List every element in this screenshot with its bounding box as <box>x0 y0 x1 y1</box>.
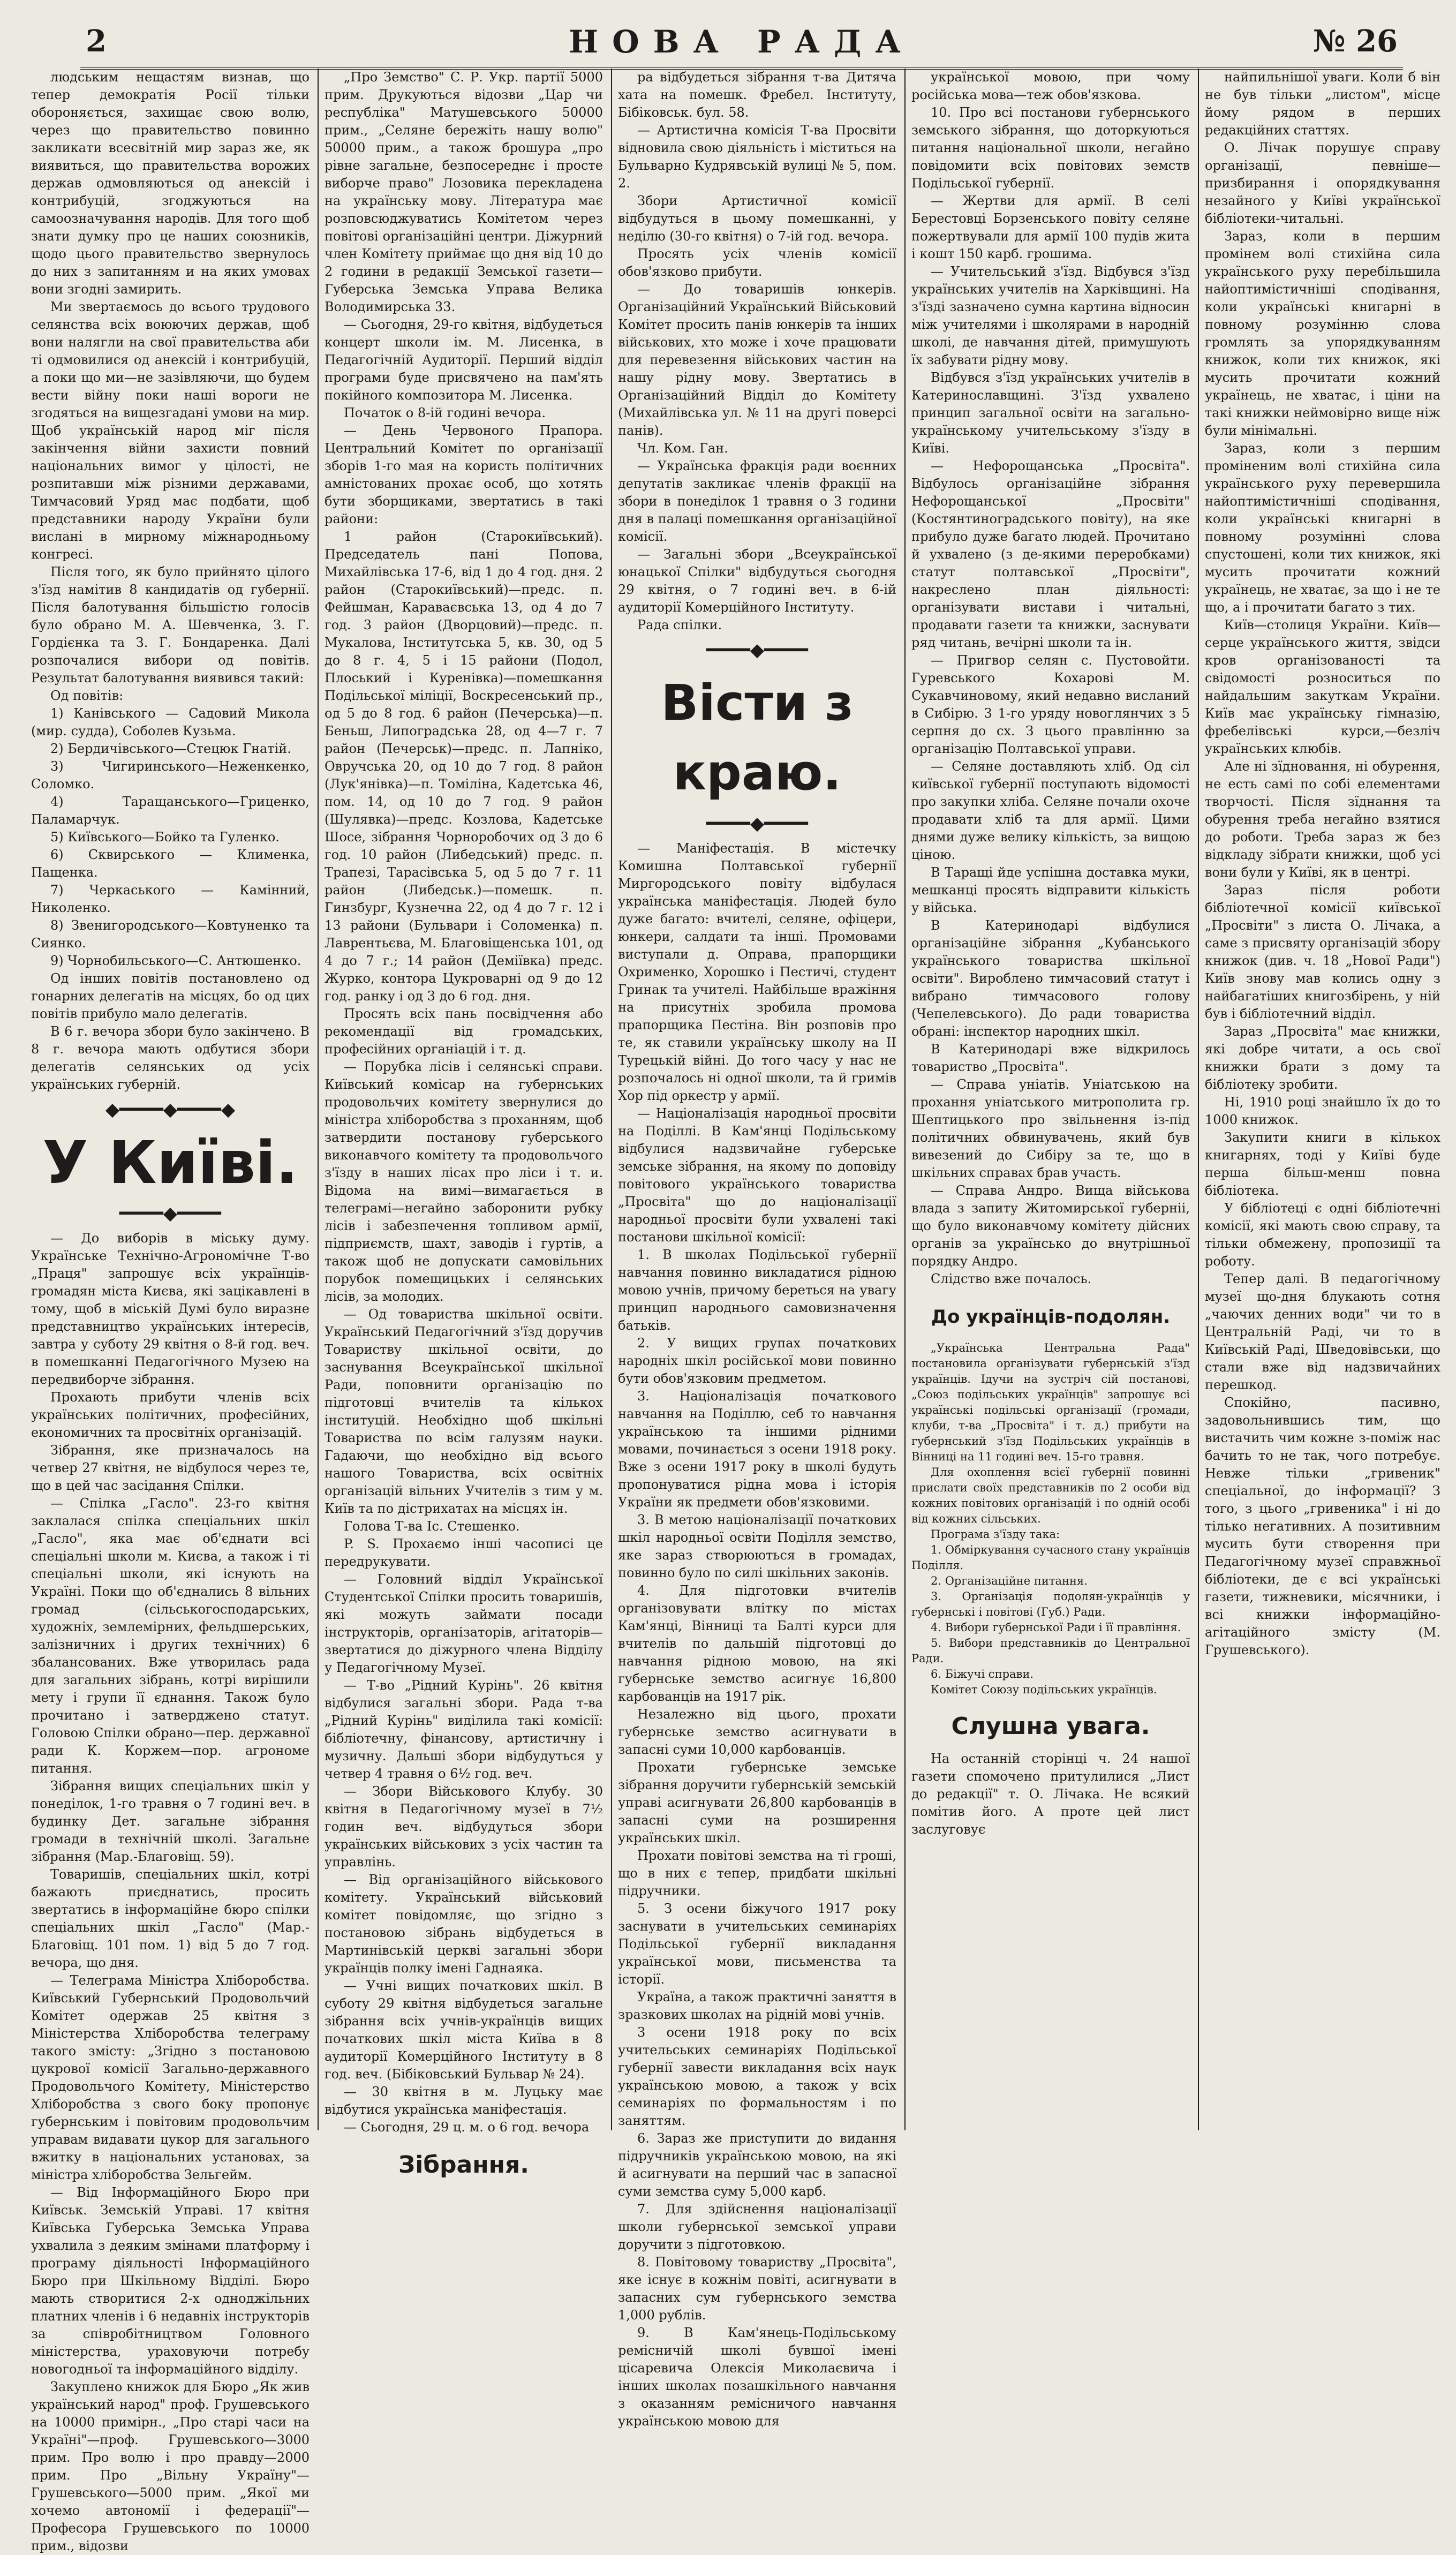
paragraph: — Від Інформаційного Бюро при Київськ. Земській Управі. 17 квітня Київська Губерська Земська Управа ухвалила з деяким змінами платформу і програму діяльності Інформаційного Бюро при Шкільному Відділі. Бюро мають створитися 2-х одноджільних платних членів і 6 недавніх інструкторів за співробітництвом Головного міністерства, ураховуючи потребу новогодньої та інформаційного відділу. <box>31 2185 310 2377</box>
paragraph: В Катеринодарі відбулися організаційне зібрання „Кубанського українського товариства шкільної освіти". Вироблено тимчасовий статут і вибрано тимчасового голову (Чепелевського). До ради товариства обрані: інспектор народних шкіл. <box>911 918 1190 1039</box>
paragraph: — Порубка лісів і селянські справи. Київський комісар на губернських продовольчих комітету звернулися до міністра хліборобства з проханням, щоб затвердити постанову губерського виконавчого комітету та продовольчого з'їзду в наших лісах про ліси і т. и. Відома на вимі—вимагається в телеграмі—негайно заборонити рубку лісів і забезпечення топливом армії, підприємств, шахт, заводів і гуртів, а також щоб не допускати самовільних порубок помещицьких і селянських лісів, за молодих. <box>325 1059 603 1304</box>
column-rule <box>904 69 906 2130</box>
ornament-divider: ━━━━◆━━━━ <box>119 1203 221 1224</box>
paragraph: Зараз після роботи бібліотечної комісії київської „Просвіти" з листа О. Лічака, а саме з присвяту організацій збору книжок (див. ч. 18 „Нової Ради") Київ знову мав колись одну з найбагатіших книгозбірень, у ній був і бібліотечний відділ. <box>1205 883 1440 1021</box>
paragraph: — Націоналізація народньої просвіти на Поділлі. В Кам'янці Подільському відбулися надзвичайне губерське земське зібрання, на якому по доповіду повітового українського товариства „Просвіта" що до націоналізації народньої просвіти були ухвалені такі постанови шкільної комісії: <box>618 1106 896 1245</box>
column-1-text-bottom <box>31 1230 310 2555</box>
paragraph: О. Лічак порушує справу організації, певніше—призбирання і опорядкування незайного у Київі української бібліотеки-читальні. <box>1205 140 1440 226</box>
column-5 <box>1205 69 1440 2130</box>
paragraph: Незалежно від цього, прохати губернське земство асигнувати в запасні суми 10,000 карбованців. <box>618 1707 896 1757</box>
paragraph: Зараз „Просвіта" має книжки, які добре читати, а ось свої книжки брати з дому та бібліотеку зробити. <box>1205 1024 1440 1092</box>
column-rule <box>318 69 319 2130</box>
paragraph: Од інших повітів постановлено од гонарних делегатів на місцях, бо од цих повітів прибуло мало делегатів. <box>31 971 310 1021</box>
paragraph: „Українська Центральна Рада" постановила організувати губернській з'їзд українців. Ідучи на зустріч сій постанові, „Союз подільських українців" запрошує всі українські подільські організації (громади, клуби, т-ва „Просвіта" і т. д.) прибути на губернський з'їзд Подільських українців в Вінниці на 11 годині веч. 15-го травня. <box>911 1341 1190 1463</box>
paragraph: 5. З осени біжучого 1917 року заснувати в учительських семинаріях Подільської губернії викладання української мови, письменства та історії. <box>618 1901 896 1987</box>
paragraph: Слідство вже почалось. <box>931 1271 1092 1286</box>
page-number: 2 <box>86 24 107 59</box>
paragraph: — Т-во „Рідний Курінь". 26 квітня відбулися загальні збори. Рада т-ва „Рідний Курінь" виділила такі комісії: бібліотечну, фінансову, артистичну і музичну. Дальші збори відбудуться у четвер 4 травня о 6½ год. веч. <box>325 1678 603 1781</box>
paragraph: 2. У вищих групах початкових народніх шкіл російської мови повинно бути обов'язковим предметом. <box>618 1336 896 1386</box>
paragraph: Але ні зїдновання, ні обурення, не есть самі по собі елементами творчості. Після зїднання та обурення треба негайно взятися до роботи. Треба зараз ж без відкладу зібрати книжки, щоб усі вони були у Київі, як в центрі. <box>1205 759 1440 880</box>
paragraph: — Сьогодня, 29-го квітня, відбудеться концерт школи ім. М. Лисенка, в Педагогічній Аудиторії. Перший відділ програми буде присвячено на пам'ять покійного композитора М. Лисенка. <box>325 317 603 403</box>
paragraph: Закуплено книжок для Бюро „Як жив український народ" проф. Грушевського на 10000 примірн., „Про старі часи на Україні"—проф. Грушевського—3000 прим. Про волю і про правду—2000 прим. Про „Вільну Україну"—Грушевського—5000 прим. „Якої ми хочемо автономії і федерації"—Професора Грушевського по 10000 прим., відозви <box>31 2379 310 2553</box>
paragraph: 1) Канівського — Садовий Микола (мир. судда), Соболев Кузьма. <box>31 706 310 738</box>
paragraph: Закупити книги в кількох книгарнях, тоді у Київі буде перша більш-менш повна бібліотека. <box>1205 1130 1440 1198</box>
paragraph: Початок о 8-ій годині вечора. <box>344 405 546 420</box>
column-4-text-top <box>911 69 1190 1288</box>
paragraph: Рада спілки. <box>637 617 722 632</box>
paragraph: Голова Т-ва Іс. Стешенко. <box>344 1519 520 1534</box>
paragraph: Тепер далі. В педагогічному музеї що-дня блукають сотня „чаючих денних води" чи то в Центральній Раді, чи то в Київській Раді, Шведовівськи, що стали вже від надзвичайних перешкод. <box>1205 1271 1440 1392</box>
paragraph: 3. Організація подолян-українців у губернські і повітові (Губ.) Ради. <box>911 1590 1190 1618</box>
paragraph: 1. В школах Подільської губернії навчання повинно викладатися рідною мовою учнів, причому береться на увагу принцип народнього самовизначення батьків. <box>618 1247 896 1333</box>
column-5-text <box>1205 69 1440 1659</box>
paragraph: — Загальні збори „Всеукраїнської юнацької Спілки" відбудуться сьогодня 29 квітня, о 7 годині веч. в 6-ій аудиторії Комерційного Інституту. <box>618 547 896 615</box>
paragraph: Спокійно, пасивно, задовольнившись тим, що вистачить чим кожне з-поміж нас бачить то не так, чого потребує. Невже тільки „гривеник" спеціальної, до інформації? З того, з цього „гривеника" і ні до тілько негативних. А позитивним мусить бути створення при Педагогічному музеї справжньої бібліотеки, де є всі українські газети, тижневики, місячники, і всі книжки інформаційно-агітаційного змісту (М. Грушевського). <box>1205 1395 1440 1657</box>
paragraph: Ми звертаємось до всього трудового селянства всіх воюючих держав, щоб вони налягли на свої правительства аби ті одмовилися од анексій і контрибуцій, а поки що ми—не зазівляючи, що будем вести війну поки наші вороги не згодяться на вищезгадані умови на мир. Щоб українській народ міг після закінчення війни захисти повний національних вимог у цілості, не розпитавши між різними державами, Тимчасовий Уряд має подбати, щоб представники народу України були вислані в мирному міжнародньому конгресі. <box>31 299 310 562</box>
paragraph: „Про Земство" С. Р. Укр. партії 5000 прим. Друкуються відозви „Цар чи республіка" Матушевського 50000 прим., „Селяне бережіть нашу волю" 50000 прим., а також брошура „про рівне загальне, безпосереднє і просте виборче право" Лозовика перекладена на українську мову. Література має розповсюджуватись Комітетом через повітові організаційні центри. Діжурний член Комітету приймає що дня від 10 до 2 години в редакції Земської газети—Губерська Земська Управа Велика Володимирська 33. <box>325 70 603 314</box>
paragraph: 3 осени 1918 року по всіх учительських семинаріях Подільської губернії завести викладання всіх наук українською мовою, а також у всіх семинаріях по формальностям і по заняттям. <box>618 2025 896 2128</box>
paragraph: найпильнішої уваги. Коли б він не був тільки „листом", місце йому рядом в перших редакційних статтях. <box>1205 70 1440 138</box>
paragraph: Київ—столиця України. Київ—серце українського життя, звідси кров організованості та свідомості розноситься по найдальшим закуткам України. Київ має українську гімназію, фребелівські курси,—безліч українських клюбів. <box>1205 617 1440 756</box>
paragraph: української мовою, при чому російська мова—теж обов'язкова. <box>911 70 1190 102</box>
column-2 <box>325 69 603 2179</box>
paragraph: 1. Обміркування сучасного стану українців Поділля. <box>911 1543 1190 1572</box>
paragraph: — Сьогодня, 29 ц. м. о 6 год. вечора <box>344 2120 590 2135</box>
paragraph: Прохати повітові земства на ті гроші, що в них є тепер, придбати шкільні підручники. <box>618 1848 896 1898</box>
paragraph: — До товаришів юнкерів. Організаційний Український Військовий Комітет просить панів юнкерів та інших військових, хто може і хоче працювати для перевезення військових частин на нашу рідну мову. Звертатись в Організаційний Відділ до Комітету (Михайлівська ул. № 11 на другі поверсі панів). <box>618 282 896 438</box>
paragraph: 6. Біжучі справи. <box>931 1668 1034 1680</box>
paragraph: Ні, 1910 році знайшло їх до то 1000 книжок. <box>1205 1095 1440 1127</box>
paragraph: Товаришів, спеціальних шкіл, котрі бажають приєднатись, просить звертатись в інформаційне бюро спілки спеціальних шкіл „Гасло" (Мар.-Благовіщ. 101 пом. 1) від 5 до 7 год. вечора, що дня. <box>31 1867 310 1970</box>
column-4 <box>911 69 1190 2130</box>
paragraph: людським нещастям визнав, що тепер демократія Росії тільки обороняється, захищає свою волю, через що правительство повинно закликати всесвітній мир зараз же, як виявиться, що правительства ворожих держав одмовляються од анексій і контрибуцій, згоджуються на самоозначування народів. Для того щоб знати думку про це наших союзників, щодо цього правительство звернулось до них з запитанням и на яких умовах вони згодні замирить. <box>31 70 310 297</box>
paragraph: P. S. Прохаємо інші часописі це передрукувати. <box>325 1536 603 1569</box>
paragraph: 4) Таращанського—Гриценко, Паламарчук. <box>31 794 310 827</box>
paragraph: Зараз, коли в першим промінем волі стихійна сила українського руху перебільшила найоптимістичніші сподівання, коли українські книгарні в повному розумінню слова громлять за упорядкуванням книжок, коли тих книжок, які мусить прочитати кожний українець, не хватає, і ціни на такі книжки неймовірно вище ніж були мінімальні. <box>1205 229 1440 438</box>
paragraph: Прохати губернське земське зібрання доручити губернській земській управі асигнувати 26,800 карбованців в запасні суми на розширення українських шкіл. <box>618 1760 896 1845</box>
paragraph: Зібрання вищих спеціальних шкіл у понеділок, 1-го травня о 7 годині веч. в будинку Дет. загальне зібрання громади в технічній школі. Загальне зібрання (Мар.-Благовіщ. 59). <box>31 1778 310 1864</box>
paragraph: Просять всіх пань посвідчення або рекомендації від громадських, професійних органіацій і т. д. <box>325 1006 603 1057</box>
column-rule <box>1198 69 1199 2130</box>
column-1 <box>31 69 310 2553</box>
ornament-divider: ◆━━━━◆━━━━◆ <box>105 1099 236 1120</box>
paragraph: 8. Повітовому товариству „Просвіта", яке існує в кожнім повіті, асигнувати в запасних сум губернського земства 1,000 рублів. <box>618 2255 896 2323</box>
paragraph: Прохають прибути членів всіх українських політичних, професійних, економичних та просвітніх організацій. <box>31 1390 310 1440</box>
paragraph: Зібрання, яке призначалось на четвер 27 квітня, не відбулося через те, що в цей час засідання Спілки. <box>31 1443 310 1493</box>
paragraph: 5) Київського—Бойко та Гуленко. <box>50 830 280 845</box>
paragraph: — День Червоного Прапора. Центральний Комітет по організації зборів 1-го мая на користь політичних амністованих прохає особ, що хотять бути зборщиками, звертатись в такі райони: <box>325 423 603 526</box>
section-heading-visty-z-krayu: Вісти з краю. <box>661 674 854 801</box>
paragraph: — До виборів в міську думу. Українське Технічно-Агрономічне Т-во „Праця" запрошує всіх українців-громадян міста Києва, які зацікавлені в тому, щоб в міській Думі було виразне представництво українських інтересів, завтра у суботу 29 квітня о 8-й год. веч. в помешканні Педагогічного Музею на передвиборче зібрання. <box>31 1231 310 1387</box>
paragraph: 5. Вибори представників до Центральної Ради. <box>911 1637 1190 1665</box>
paragraph: — Учні вищих початкових шкіл. В суботу 29 квітня відбудеться загальне зібрання всіх учнів-українців вищих початкових шкіл міста Київа в 8 аудиторії Комерційного Інституту в 8 год. веч. (Бібіковський Бульвар № 24). <box>325 1978 603 2082</box>
paragraph: 9) Чорнобильського—С. Антюшенко. <box>50 953 301 968</box>
column-3 <box>618 69 896 2429</box>
paragraph: 3. Націоналізація початкового навчання на Поділлю, себ то навчання українською та іншими рідними мовами, починається з осени 1918 року. Вже з осени 1917 року в школі будуть пропонуватися рідна мова і історія України як предмети обов'язковими. <box>618 1389 896 1510</box>
paragraph: — Збори Військового Клубу. 30 квітня в Педагогічному музеї в 7½ годин веч. відбудуться збори українських військових з усіх частин та управлінь. <box>325 1784 603 1870</box>
paragraph: У бібліотеці є одні бібліотечні комісії, які мають свою справу, та тільки обмежену, пропозиції та роботу. <box>1205 1201 1440 1269</box>
paragraph: Після того, як було прийнято цілого з'їзд намітив 8 кандидатів од губернії. Після балотування більшістю голосів було обрано М. А. Шевченка, З. Г. Гордієнка та З. Г. Бондаренка. Далі розпочалися вибори од повітів. Результат балотування виявився такий: <box>31 564 310 685</box>
paragraph: — Учительський з'їзд. Відбувся з'їзд українських учителів на Харківщині. На з'їзді зазначено сумна картина відносин між учителями і школярами в народній школі, де навчання дітей, примушують їх забувати рідну мову. <box>911 264 1190 367</box>
paragraph: Відбувся з'їзд українських учителів в Катеринославщині. З'їзд ухвалено принцип загальної освіти на загально-українському учительському з'їзду в Київі. <box>911 370 1190 456</box>
issue-number: № 26 <box>1312 24 1398 59</box>
paragraph: 4. Вибори губернської Ради і її правління. <box>931 1621 1181 1634</box>
paragraph: — Маніфестація. В містечку Комишна Полтавської губернії Миргородського повіту відбулася українська маніфестація. Людей було дуже багато: вчителі, селяне, офіцери, юнкери, салдати та інші. Промовами виступали д. Оправа, прапорщики Охрименко, Хорошко і Пестичі, студент Гринак та учителі. Найбільше вражіння на присутніх зробила промова прапорщика Пестіна. Він розповів про те, як ставили українську школу на ІІ Турецькій війні. До того часу у нас не розпочалось ні одної школи, та й гримів Хор під оркестр у армії. <box>618 841 896 1103</box>
newspaper-title: НОВА РАДА <box>569 24 915 60</box>
column-3-text-bottom <box>618 840 896 2430</box>
paragraph: — Справа уніатів. Уніатською на прохання уніатського митрополита гр. Шептицького про звільнення із-під політичних обвинувачень, який був вивезений до Сибіру за те, що в шкільних справах брав участь. <box>911 1077 1190 1180</box>
section-heading-zibrannia: Зібрання. <box>398 2151 530 2179</box>
column-3-text-top <box>618 69 896 634</box>
paragraph: Од повітів: <box>50 688 124 703</box>
paragraph: — Від організаційного військового комітету. Український військовий комітет повідомляє, що згідно з постановою зібрань відбудеться в Мартинівській церкві загальні збори українців полку імені Гаднаяка. <box>325 1872 603 1976</box>
paragraph: — Головний відділ Української Студентської Спілки просить товаришів, які можуть займати посади інструкторів, організаторів, агітаторів—звертатися до діжурного члена Відділу у Педагогічному Музеї. <box>325 1572 603 1675</box>
paragraph: — Артистична комісія Т-ва Просвіти відновила свою діяльність і міститься на Бульварно Кудрявській вулиці № 5, пом. 2. <box>618 123 896 191</box>
ornament-divider: ━━━━◆━━━━ <box>706 639 808 661</box>
column-4-appeal <box>911 1340 1190 1698</box>
paragraph: В 6 г. вечора збори було закінчено. В 8 г. вечора мають одбутися збори делегатів селянських од усіх українських губерній. <box>31 1024 310 1092</box>
paragraph: 1 район (Старокиївський). Председатель пані Попова, Михайлівська 17-6, від 1 до 4 год. дня. 2 район (Старокиївський)—предс. п. Фейшман, Караваєвська 13, од 4 до 7 год. 3 район (Дворцовий)—предс. п. Мукалова, Інститутська 5, кв. 30, од 5 до 8 г. 4, 5 і 15 райони (Подол, Плоський і Куренівка)—помешкання Подільської міліції, Воскресенський пр., од 5 до 8 год. 6 район (Печерська)—п. Беньш, Липоградська 28, од 4—7 г. 7 район (Печерськ)—предс. п. Лапніко, Овручська 20, од 10 до 7 год. 8 район (Лук'янівка)—п. Томіліна, Кадетська 46, пом. 14, од 10 до 7 год. 9 район (Шулявка)—предс. Козлова, Кадетське Шосе, зібрання Чорноробочих од 3 до 6 год. 10 район (Либедський) предс. п. Трапезі, Тарасівська 5, од 5 до 7 г. 11 район (Либедськ.)—помешк. п. Гинзбург, Кузнечна 22, од 4 до 7 г. 12 і 13 райони (Бульвари і Соломенка) п. Лаврентьєва, М. Благовіщенська 101, од 4 до 7 г.; 14 район (Деміївка) предс. Журко, контора Цукроварні од 9 до 12 год. ранку і од 3 до 6 год. дня. <box>325 529 603 1004</box>
paragraph: 3. В метою націоналізації початкових шкіл народньої освіти Поділля земство, яке зараз створюються в громадах, повинно було по силі шкільних законів. <box>618 1512 896 1580</box>
section-heading-podolians: До українців-подолян. <box>931 1306 1171 1328</box>
paragraph: — Жертви для армії. В селі Берестовці Борзенського повіту селяне пожертвували для армії 100 пудів жита і кошт 150 карб. грошима. <box>911 193 1190 261</box>
column-4-text-bottom <box>911 1750 1190 1838</box>
paragraph: — Спілка „Гасло". 23-го квітня заклалася спілка спеціальних шкіл „Гасло", яка має об'єднати всі спеціальні школи м. Києва, а також і ті спеціальні школи, які існують на Україні. Поки що об'єднались 8 вільних громад (сільськогосподарських, художніх, землемірних, фельдшерських, залізничних і других технічних) 6 збалансованих. Вже утворилась рада для загальних зібрань, котрі вирішили мету і групи її єднання. Також було прочитано і затверджено статут. Головою Спілки обрано—пер. державної ради К. Коржем—пор. агрономе питання. <box>31 1496 310 1776</box>
paragraph: Програма з'їзду така: <box>931 1528 1060 1541</box>
paragraph: Українa, а також практичні заняття в зразкових школах на рідній мові учнів. <box>618 1989 896 2022</box>
section-heading-slushna-uvaha: Слушна увага. <box>951 1713 1150 1740</box>
paragraph: — Пригвор селян с. Пустовойти. Гуревського Кохарові М. Сукавчиновому, який недавно висланий в Сибірю. 3 1-го уряду новоглянчих з 5 серпня до сх. З цього правлінню за організацію Полтавської управи. <box>911 653 1190 756</box>
paragraph: Чл. Ком. Ган. <box>637 441 728 456</box>
paragraph: 8) Звенигородського—Ковтуненко та Сиянко. <box>31 918 310 951</box>
paragraph: 6) Сквирського — Клименка, Пащенка. <box>31 847 310 880</box>
paragraph: — Телеграма Міністра Хліборобства. Київський Губернський Продовольчий Комітет одержав 25 квітня з Міністерства Хліборобства телеграму такого змісту: „Згідно з постановою цукрової комісії Загально-державного Продовольчого Комітету, Міністерство Хліборобства з свого боку пропонує губернським і повітовим продовольчим управам видавати цукор для загального вжитку в національних установах, за міністра хліборобства Зельгейм. <box>31 1973 310 2182</box>
paragraph: На останній сторінці ч. 24 нашої газети спомочено притулилися „Лист до редакції" т. О. Лічака. Не всякий помітив його. А проте цей лист заслуговує <box>911 1751 1190 1837</box>
column-2-text <box>325 69 603 2136</box>
ornament-divider: ━━━━◆━━━━ <box>706 813 808 834</box>
section-heading-kyiv: У Київі. <box>42 1128 298 1197</box>
paragraph: Для охоплення всієї губернії повинні прислати своїх представників по 2 особи від кожних повітових організацій і по одній особі від кожних сільських. <box>911 1466 1190 1525</box>
column-rule <box>611 69 612 2130</box>
paragraph: Просять усіх членів комісії обов'язково прибути. <box>618 246 896 279</box>
masthead <box>80 16 1403 64</box>
paragraph: 7. Для здійснення націоналізації школи губернської земської управи доручити з підготовкою. <box>618 2202 896 2252</box>
paragraph: — Справа Андро. Вища військова влада з запиту Житомирської губерніі, що було виконавчому комітету дійсних органів за українсько до внутрішньої порядку Андро. <box>911 1183 1190 1269</box>
paragraph: ра відбудеться зібрання т-ва Дитяча хата на помешк. Фребел. Інституту, Бібіковськ. бул. 58. <box>618 70 896 120</box>
paragraph: — Селяне доставляють хліб. Од сіл київської губернії поступають відомості про закупки хліба. Селяне почали охоче продавати хліб та для армії. Цими днями дуже велику кількість, за вищою ціною. <box>911 759 1190 862</box>
column-1-text-top <box>31 69 310 1094</box>
paragraph: 10. Про всі постанови губернського земського зібрання, що доторкуються питання національної школи, негайно повідомити всіх повітових земств Подільської губернії. <box>911 105 1190 191</box>
paragraph: — 30 квітня в м. Луцьку має відбутися українська маніфестація. <box>325 2084 603 2117</box>
paragraph: — Українська фракція ради воєнних депутатів закликає членів фракції на збори в понеділок 1 травня о 3 години дня в палаці помешкання організаційної комісії. <box>618 458 896 544</box>
paragraph: Зараз, коли з першим проміненим волі стихійна сила українського руху перевершила найоптимістичніші сподівання, коли українські книгарні в повному розумінні слова спустошені, коли тих книжок, які мусить прочитати кожний українець, не хватає, за що і не те що, а і прочитати багато з тих. <box>1205 441 1440 615</box>
paragraph: В Таращі йде успішна доставка муки, мешканці просять відправити кількість у війська. <box>911 865 1190 915</box>
paragraph: Комітет Союзу подільських українців. <box>931 1683 1157 1696</box>
paragraph: 6. Зараз же приступити до видання підручників українською мовою, на які й асигнувати на перший час в запасної суми земства суму 5,000 карб. <box>618 2131 896 2199</box>
paragraph: 2) Бердичівського—Стецюк Гнатій. <box>50 741 291 756</box>
paragraph: Збори Артистичної комісії відбудуться в цьому помешканні, у неділю (30-го квітня) о 7-ій год. вечора. <box>618 193 896 244</box>
paragraph: 3) Чигиринського—Неженкенко, Соломко. <box>31 759 310 792</box>
paragraph: — Нефорощанська „Просвіта". Відбулось організаційне зібрання Нефорощанської „Просвіти" (Костянтиноградського повіту), на яке прибуло дуже багато людей. Прочитано й ухвалено (з де-якими переробками) статут полтавської „Просвіти", накреслено план діяльності: організувати вистави і читальні, продавати газети та книжки, заснувати ряд читань, вечірні школи та ін. <box>911 458 1190 650</box>
paragraph: 7) Черкаського — Камінний, Николенко. <box>31 883 310 915</box>
paragraph: 4. Для підготовки вчителів організовувати влітку по містах Кам'янці, Вінниці та Балті курси для вчителів по дальшій підготовці до навчання рідною мовою, на які губернське земство асигнує 16,800 карбованців на 1917 рік. <box>618 1583 896 1704</box>
paragraph: 2. Організаційне питання. <box>931 1574 1088 1587</box>
paragraph: В Катеринодарі вже відкрилось товариство „Просвіта". <box>911 1042 1190 1074</box>
paragraph: — Од товариства шкільної освіти. Український Педагогічний з'їзд доручив Товариству шкільної освіти, до заснування Всеукраїнської шкільної Ради, поповнити організацію по підготовці вчителів та кількох інституцій. Необхідно щоб шкільні Товариства по всім галузям науки. Гадаючи, що необхідно від всього нашого Товариства, всіх освітніх організацій вільних Учителів з тим у м. Київ та по дістрихатах на місцях ін. <box>325 1307 603 1516</box>
paragraph: 9. В Кам'янець-Подільському ремісничій школі бувшої імені цісаревича Олексія Миколаєвича і інших школах позашкільного навчання з оказанням ремісничого навчання українською мовою для <box>618 2325 896 2429</box>
